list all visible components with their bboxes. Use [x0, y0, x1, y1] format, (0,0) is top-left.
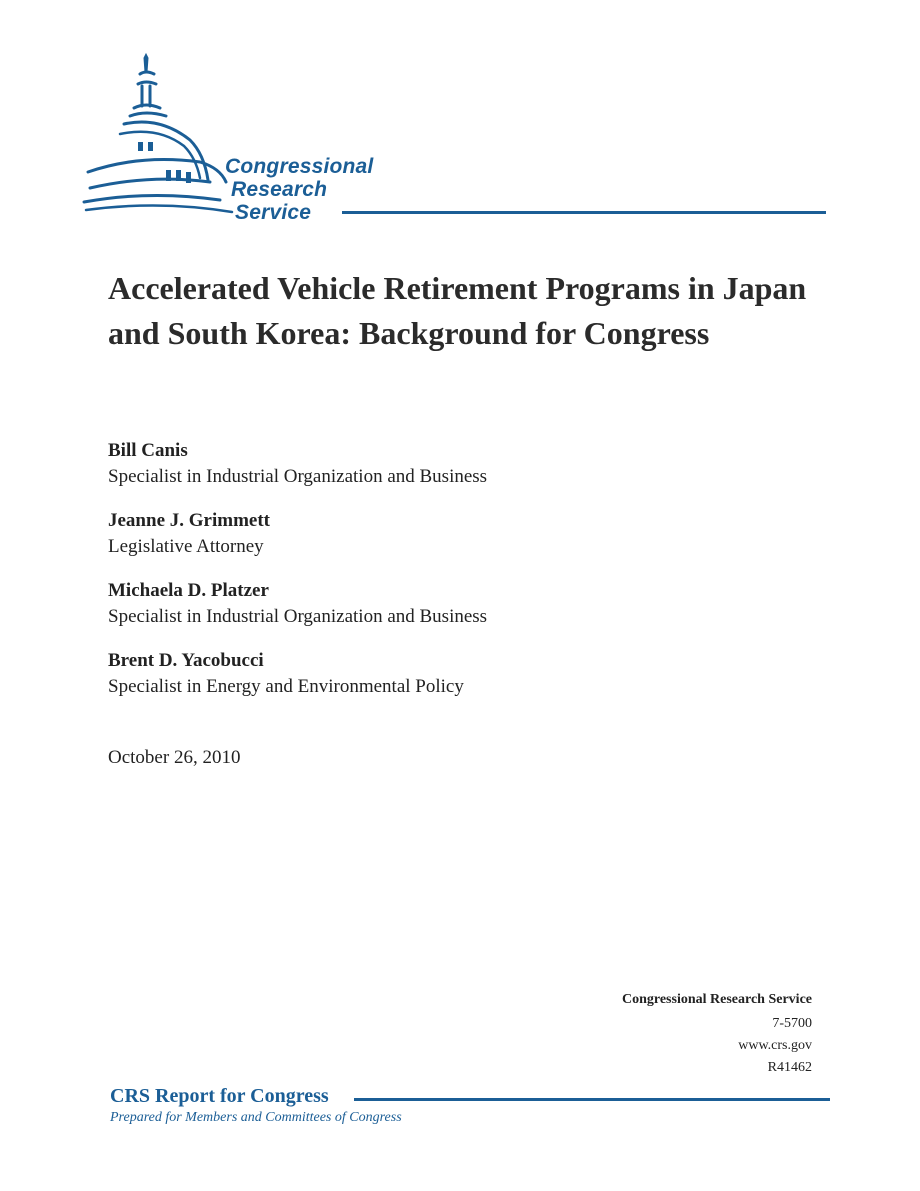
- crs-info-block: [622, 989, 812, 1079]
- report-title: Accelerated Vehicle Retirement Programs in Japan and South Korea: Background for Congress: [108, 270, 807, 351]
- crs-org-name: Congressional Research Service: [621, 992, 812, 1007]
- footer-title: CRS Report for Congress: [110, 1085, 329, 1107]
- author-name: Jeanne J. Grimmett: [108, 510, 270, 531]
- author-role: Specialist in Energy and Environmental Policy: [108, 676, 464, 697]
- report-number: R41462: [767, 1060, 812, 1075]
- footer-rule: [354, 1098, 830, 1101]
- author-list: [108, 438, 808, 718]
- author-role: Specialist in Industrial Organization and Business: [108, 606, 488, 627]
- logo-line-3: Service: [235, 201, 312, 224]
- crs-phone: 7-5700: [772, 1016, 812, 1031]
- author-entry: [108, 648, 808, 700]
- author-entry: [108, 508, 808, 560]
- author-name: Brent D. Yacobucci: [108, 650, 264, 671]
- author-role: Specialist in Industrial Organization and Business: [108, 466, 488, 487]
- capitol-dome-icon: [80, 50, 240, 230]
- crs-website-link[interactable]: www.crs.gov: [738, 1038, 812, 1053]
- header-rule: [342, 211, 826, 214]
- author-entry: [108, 438, 808, 490]
- author-role: Legislative Attorney: [108, 536, 264, 557]
- logo-line-1: Congressional: [225, 155, 374, 178]
- footer-subtitle: Prepared for Members and Committees of Congress: [110, 1110, 402, 1125]
- logo-line-2: Research: [231, 178, 328, 201]
- author-name: Michaela D. Platzer: [108, 580, 269, 601]
- author-entry: [108, 578, 808, 630]
- crs-logo: [80, 50, 840, 230]
- author-name: Bill Canis: [108, 440, 188, 461]
- publication-date: October 26, 2010: [108, 747, 241, 768]
